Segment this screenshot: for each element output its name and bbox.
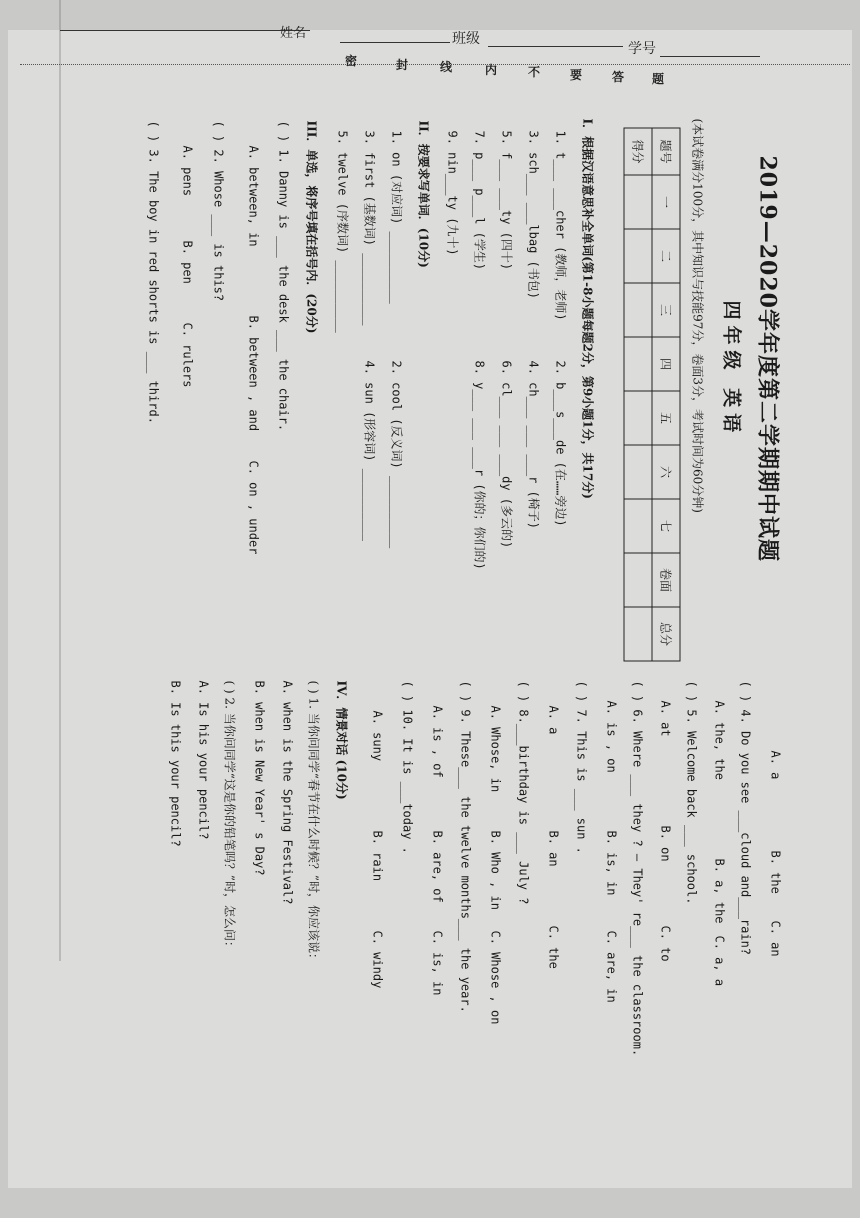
score-cell: 卷面 (652, 553, 680, 607)
section2-item: 4. sun (形容词) __________ (362, 360, 377, 541)
question: ( ) 8.___birthday is ___ July ? (516, 680, 531, 905)
score-input-cell (624, 553, 652, 607)
seal-char: 答 (612, 70, 625, 84)
score-table-header-row (652, 128, 680, 661)
option: C. Whose , on (488, 930, 503, 1025)
exam-sheet (0, 1, 851, 1218)
score-cell: 六 (652, 445, 680, 499)
option: B. Is this your pencil? (168, 680, 183, 847)
score-table-score-row (624, 128, 652, 661)
question: ( ) 1. 当你问同学“春节在什么时候？”时，你应该说： (306, 680, 321, 966)
score-cell: 七 (652, 499, 680, 553)
section1-item: 7. p___ p___l (学生) (472, 130, 487, 271)
section2-heading: II．按要求写单词．(10分) (416, 120, 431, 268)
section1-item: 6. cl___ ___ ___dy (多云的) (499, 360, 514, 549)
option: B. pen (180, 240, 195, 284)
option: A. at (658, 700, 673, 737)
section1-item: 9. nin___ty (九十) (445, 130, 460, 256)
score-input-cell (624, 391, 652, 445)
class-blank (488, 46, 623, 47)
option: C. on , under (246, 460, 261, 555)
option: C. windy (370, 930, 385, 989)
section1-item: 8. y___ ___ ___r (你的；你们的) (472, 360, 487, 570)
score-cell: 二 (652, 229, 680, 283)
section2-item: 5. twelve (序数词) __________ (335, 130, 350, 333)
question: ( ) 1. Danny is ___ the desk ___ the chair. (276, 120, 291, 432)
score-cell: 五 (652, 391, 680, 445)
option: A. is , on (604, 700, 619, 773)
name-line (60, 30, 310, 31)
option: C. the (546, 925, 561, 969)
question: ( ) 5. Welcome back ___ school. (684, 680, 699, 905)
option: A. between, in (246, 145, 261, 247)
option: A. suny (370, 710, 385, 762)
score-input-cell (624, 283, 652, 337)
section1-item: 3. sch___ ___lbag (书包) (526, 130, 541, 299)
section1-heading: I．根据汉语意思补全单词(第1-8小题每题2分，第9小题1分，共17分) (580, 118, 595, 499)
score-input-cell (624, 607, 652, 661)
section2-item: 1. on (对应词) __________ (389, 130, 404, 304)
option: A. Whose, in (488, 705, 503, 793)
question: ( ) 2. Whose ___ is this? (211, 120, 226, 302)
question: ( ) 6. Where ___ they ? — They' re___ the classroom. (630, 680, 645, 1057)
option: B. Who , in (488, 830, 503, 910)
seal-char: 封 (396, 58, 409, 72)
seal-char: 线 (440, 60, 453, 74)
score-cell: 四 (652, 337, 680, 391)
section1-item: 5. f___ ___ty (四十) (499, 130, 514, 271)
seal-char: 不 (528, 65, 541, 79)
header-strip (0, 0, 860, 90)
section2-item: 3. first (基数词) __________ (362, 130, 377, 326)
score-cell: 题号 (652, 128, 680, 175)
option: B. rain (370, 830, 385, 882)
score-cell: 得分 (624, 128, 652, 175)
option: A. is , of (430, 705, 445, 778)
score-input-cell (624, 229, 652, 283)
exam-subtitle: 四年级 英语 (720, 300, 743, 439)
score-input-cell (624, 445, 652, 499)
option: B. on (658, 825, 673, 862)
section1-item: 4. ch___ ___ ___r (椅子) (526, 360, 541, 529)
option: C. to (658, 925, 673, 962)
score-input-cell (624, 499, 652, 553)
option: C. rulers (180, 322, 195, 388)
option: B. the (768, 850, 783, 894)
id-label: 学号 (628, 41, 656, 57)
option: B. between , and (246, 315, 261, 432)
seal-dotted-line (20, 64, 850, 65)
score-table (624, 128, 681, 662)
option: B. when is New Year' s Day? (252, 680, 267, 876)
option: A. pens (180, 145, 195, 197)
option: A. a (546, 705, 561, 735)
option: A. the, the (712, 700, 727, 780)
name-label: 姓名 (280, 26, 307, 41)
option: A. Is his your pencil? (196, 680, 211, 840)
question: ( ) 10. It is ___today . (400, 680, 415, 854)
option: B. a, the (712, 858, 727, 924)
id-blank (660, 56, 760, 57)
section1-item: 1. t___ ___cher (教师，老师) (553, 130, 568, 321)
seal-line (60, 0, 61, 961)
question: ( ) 7. This is ___ sun . (574, 680, 589, 854)
option: C. a, a (712, 935, 727, 987)
exam-note: (本试卷满分100分，其中知识与技能97分，卷面3分，考试时间为60分钟) (690, 118, 705, 513)
score-cell: 一 (652, 175, 680, 229)
option: C. is, in (430, 930, 445, 996)
option: B. is, in (604, 830, 619, 896)
seal-char: 题 (652, 72, 665, 86)
seal-char: 密 (345, 54, 358, 68)
question: ( ) 3. The boy in red shorts is ___ third. (146, 120, 161, 424)
question: ( ) 9. These___ the twelve months___ the year. (458, 680, 473, 1013)
name-blank (340, 42, 450, 43)
score-cell: 三 (652, 283, 680, 337)
score-input-cell (624, 175, 652, 229)
section1-item: 2. b___s___de (在……旁边) (553, 360, 568, 527)
option: A. a (768, 750, 783, 780)
section4-heading: IV．情景对话 (10分) (334, 680, 349, 800)
option: C. an (768, 920, 783, 957)
score-cell: 总分 (652, 607, 680, 661)
class-label: 班级 (452, 31, 480, 47)
option: A. when is the Spring Festival? (280, 680, 295, 905)
seal-char: 内 (485, 63, 498, 77)
option: C. are, in (604, 930, 619, 1003)
section3-heading: III．单选，将序号填在括号内．(20分) (304, 120, 319, 334)
score-input-cell (624, 337, 652, 391)
question: ( ) 4. Do you see ___cloud and___rain? (738, 680, 753, 956)
option: B. are, of (430, 830, 445, 903)
option: B. an (546, 830, 561, 867)
section2-item: 2. cool (反义词) __________ (389, 360, 404, 549)
seal-char: 要 (570, 68, 583, 82)
question: ( ) 2. 当你问同学“这是你的铅笔吗？”时，怎么问： (222, 680, 237, 954)
exam-title: 2019—2020学年度第二学期期中试题 (754, 155, 781, 562)
